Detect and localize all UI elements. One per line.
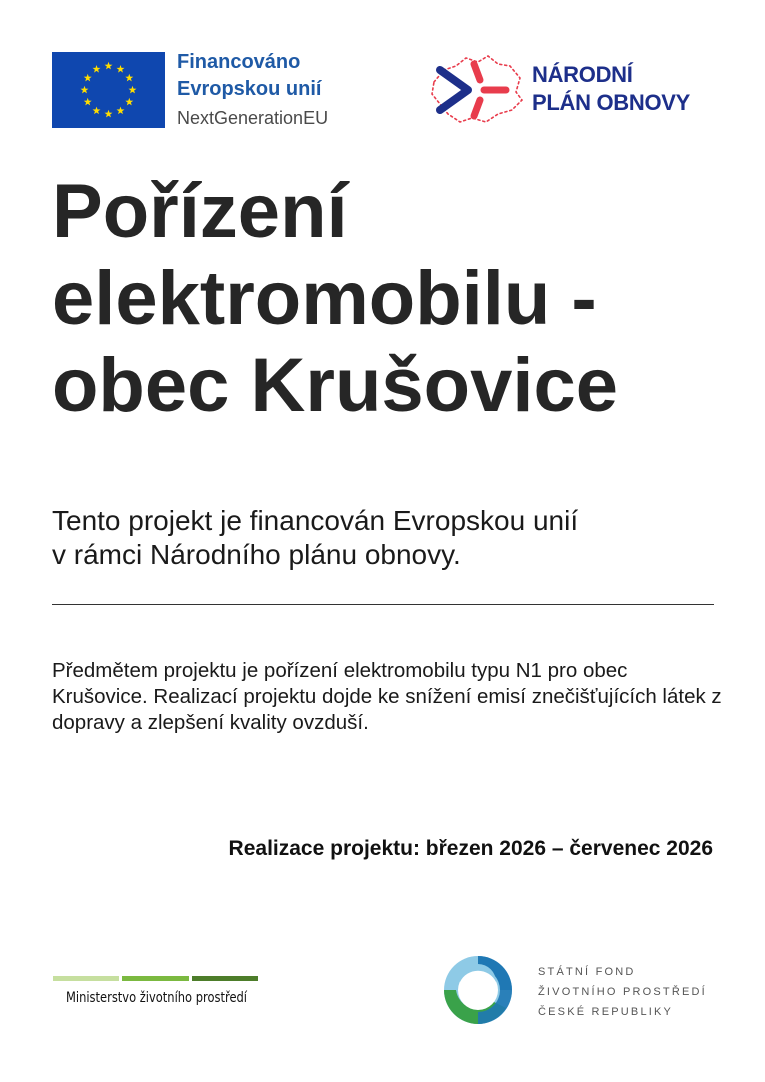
mzp-bar-mid xyxy=(122,976,188,981)
mzp-bar-dark xyxy=(192,976,258,981)
eu-star-icon xyxy=(105,62,113,70)
sfzp-logo-line1: STÁTNÍ FOND xyxy=(538,966,636,978)
title-line2: elektromobilu - xyxy=(52,256,597,341)
eu-star-icon xyxy=(125,74,133,82)
eu-flag-icon xyxy=(52,52,165,128)
eu-star-icon xyxy=(129,86,137,94)
project-description: Předmětem projektu je pořízení elektromobilu typu N1 pro obec Krušovice. Realizací projektu dojde ke snížení emisí znečišťujících látek z dopravy a zlepšení kvality ovzduší. xyxy=(52,659,722,734)
page-title xyxy=(52,168,742,429)
mzp-logo-text: Ministerstvo životního prostředí xyxy=(66,990,247,1006)
eu-logo-line3: NextGenerationEU xyxy=(177,108,329,128)
eu-star-icon xyxy=(125,98,133,106)
sfzp-logo-line2: ŽIVOTNÍHO PROSTŘEDÍ xyxy=(538,986,707,998)
eu-star-icon xyxy=(81,86,89,94)
eu-logo-line1: Financováno xyxy=(177,51,301,73)
funding-statement-line2: v rámci Národního plánu obnovy. xyxy=(52,539,461,570)
eu-stars-icon xyxy=(52,52,165,128)
eu-logo-line2: Evropskou unií xyxy=(177,78,322,100)
funding-statement-line1: Tento projekt je financován Evropskou unií xyxy=(52,505,579,536)
npo-logo-icon xyxy=(426,48,526,132)
sfzp-logo-icon xyxy=(440,952,516,1028)
eu-star-icon xyxy=(93,65,101,73)
funding-statement xyxy=(52,504,578,572)
mzp-bar-light xyxy=(53,976,119,981)
project-timeline: Realizace projektu: březen 2026 – červenec 2026 xyxy=(228,837,713,860)
eu-star-icon xyxy=(93,107,101,115)
npo-logo-line2: PLÁN OBNOVY xyxy=(532,90,691,115)
title-line1: Pořízení xyxy=(52,169,348,254)
divider xyxy=(52,604,714,605)
npo-logo-line1: NÁRODNÍ xyxy=(532,62,633,87)
eu-star-icon xyxy=(117,65,125,73)
title-line3: obec Krušovice xyxy=(52,343,618,428)
mzp-logo-bars xyxy=(53,976,258,981)
eu-star-icon xyxy=(105,110,113,118)
eu-star-icon xyxy=(84,74,92,82)
eu-star-icon xyxy=(84,98,92,106)
sfzp-logo-line3: ČESKÉ REPUBLIKY xyxy=(538,1006,674,1018)
eu-star-icon xyxy=(117,107,125,115)
